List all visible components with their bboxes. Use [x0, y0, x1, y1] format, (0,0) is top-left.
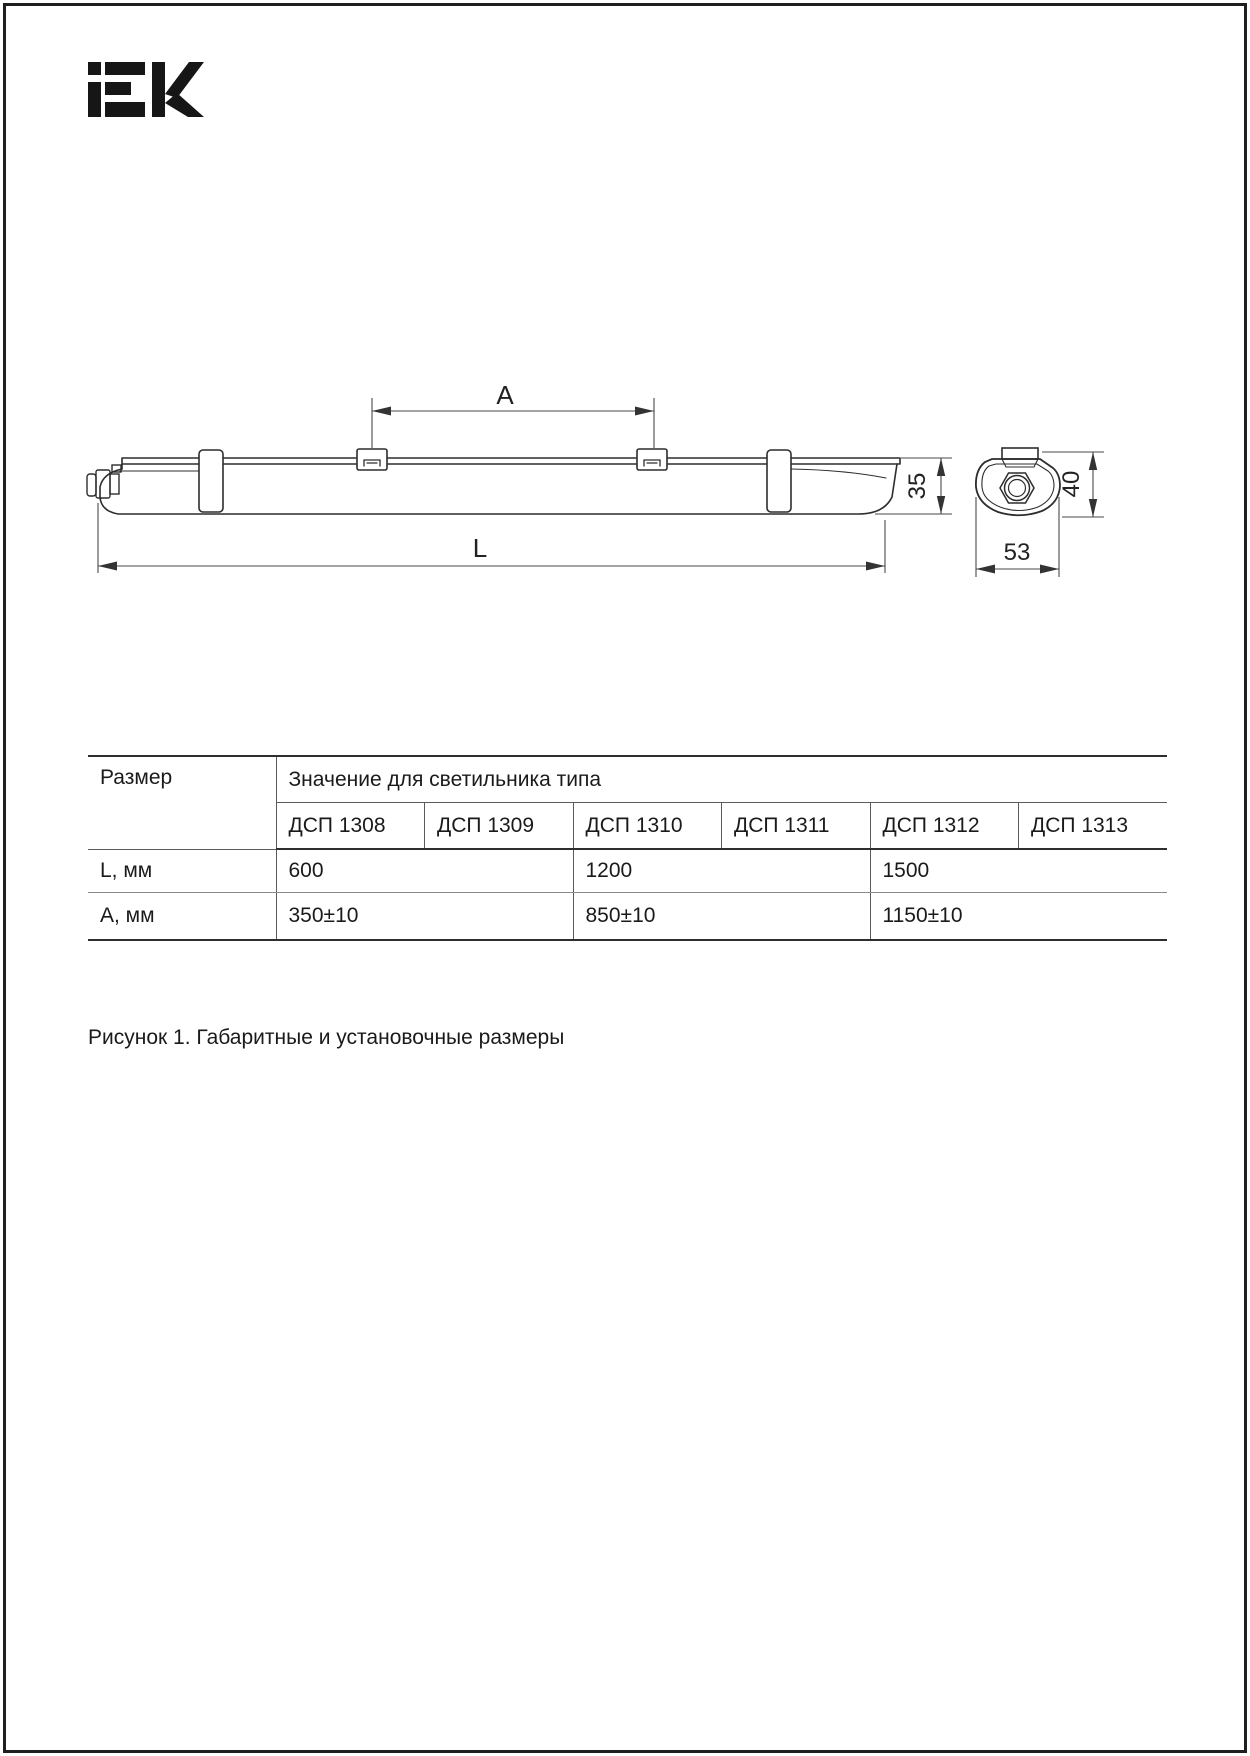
dim-label-53: 53	[1003, 539, 1031, 566]
dim-label-35: 35	[904, 472, 931, 500]
dim-label-l: L	[472, 533, 488, 563]
end-clip-right	[767, 450, 791, 512]
model-header: ДСП 1312	[870, 803, 1019, 850]
table-row	[88, 849, 1167, 893]
table-row	[88, 893, 1167, 941]
row-value: 1200	[573, 849, 870, 893]
model-header: ДСП 1309	[425, 803, 574, 850]
mounting-bracket-right	[637, 449, 667, 470]
dimensions-table	[88, 755, 1167, 941]
model-header: ДСП 1313	[1019, 803, 1168, 850]
end-view-drawing	[976, 448, 1060, 515]
row-value: 350±10	[276, 893, 573, 941]
cable-gland-nut	[1000, 473, 1034, 503]
mounting-bracket-left	[357, 449, 387, 470]
model-header: ДСП 1308	[276, 803, 425, 850]
dimension-lines	[98, 398, 1104, 577]
table-header-size: Размер	[88, 756, 276, 849]
row-value: 850±10	[573, 893, 870, 941]
end-clip-left	[199, 450, 223, 512]
model-header: ДСП 1311	[722, 803, 871, 850]
dim-label-40: 40	[1058, 470, 1085, 498]
figure-caption: Рисунок 1. Габаритные и установочные размеры	[88, 1026, 565, 1049]
side-view-drawing	[87, 449, 900, 514]
row-value: 600	[276, 849, 573, 893]
dimension-arrows	[98, 407, 1097, 574]
technical-drawing	[0, 0, 1250, 620]
row-label: А, мм	[88, 893, 276, 941]
end-view-bracket	[1002, 448, 1038, 459]
table-header-group: Значение для светильника типа	[276, 756, 1167, 803]
row-label: L, мм	[88, 849, 276, 893]
dim-label-a: A	[496, 380, 514, 410]
row-value: 1150±10	[870, 893, 1167, 941]
row-value: 1500	[870, 849, 1167, 893]
model-header: ДСП 1310	[573, 803, 722, 850]
